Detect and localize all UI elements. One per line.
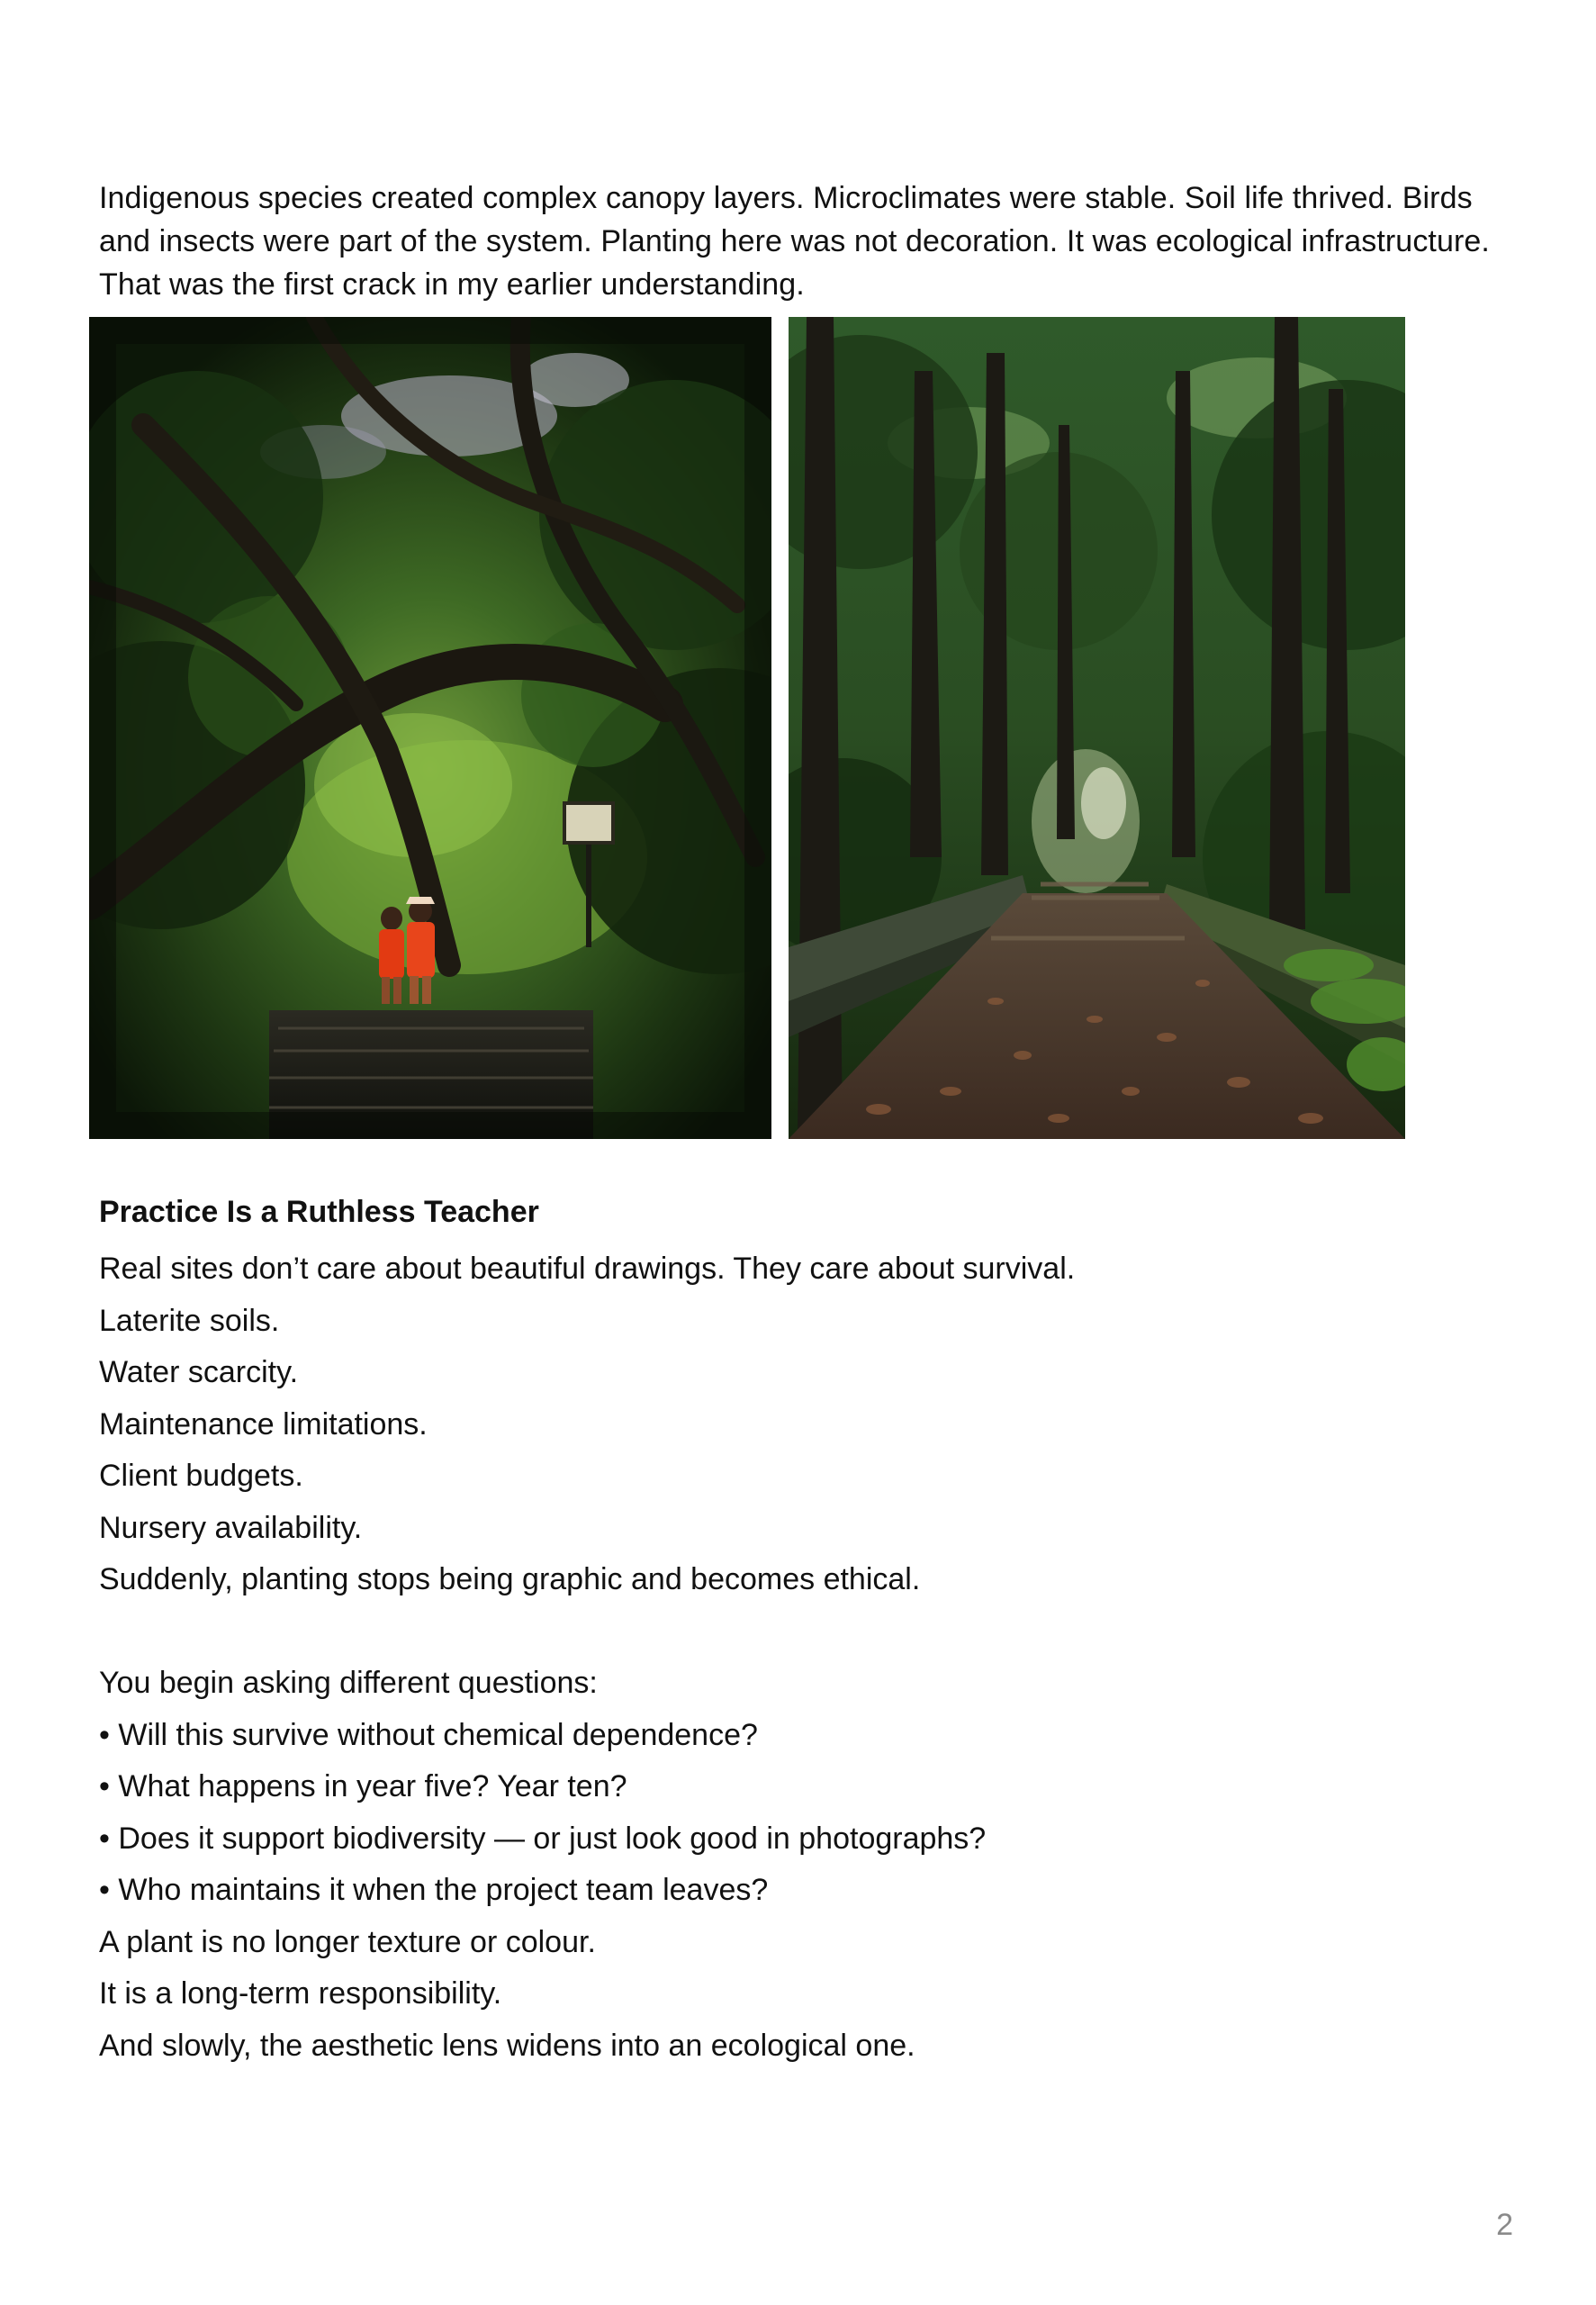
body-line: Laterite soils. xyxy=(99,1303,280,1338)
body-line: Water scarcity. xyxy=(99,1355,299,1389)
bullet-item: • What happens in year five? Year ten? xyxy=(99,1769,627,1803)
body-line: You begin asking different questions: xyxy=(99,1666,598,1700)
intro-paragraph xyxy=(99,176,1503,306)
bullet-item: • Will this survive without chemical dependence? xyxy=(99,1717,758,1752)
blank-line xyxy=(99,1606,1075,1659)
forest-path-image xyxy=(789,317,1405,1139)
section-heading: Practice Is a Ruthless Teacher xyxy=(99,1195,539,1229)
section-body xyxy=(99,1243,1075,2072)
body-line: Nursery availability. xyxy=(99,1510,363,1545)
body-line: And slowly, the aesthetic lens widens into an ecological one. xyxy=(99,2028,915,2063)
intro-text: Indigenous species created complex canopy layers. Microclimates were stable. Soil life thrived. Birds and insects were part of the system. Planting here was not decoration. It was ecological infrastructure. That was the first crack in my earlier understanding. xyxy=(99,181,1490,302)
body-line: Suddenly, planting stops being graphic and becomes ethical. xyxy=(99,1562,921,1596)
body-line: Maintenance limitations. xyxy=(99,1406,428,1442)
bullet-item: • Does it support biodiversity — or just look good in photographs? xyxy=(99,1821,987,1856)
body-line: It is a long-term responsibility. xyxy=(99,1976,502,2011)
body-line: Real sites don’t care about beautiful drawings. They care about survival. xyxy=(99,1252,1076,1286)
body-line: Client budgets. xyxy=(99,1459,303,1493)
page-number: 2 xyxy=(1496,2208,1513,2242)
forest-path-photo xyxy=(789,317,1405,1139)
body-line: A plant is no longer texture or colour. xyxy=(99,1924,596,1959)
bullet-item: • Who maintains it when the project team leaves? xyxy=(99,1873,769,1907)
forest-steps-image xyxy=(89,317,771,1139)
forest-steps-photo xyxy=(89,317,771,1139)
